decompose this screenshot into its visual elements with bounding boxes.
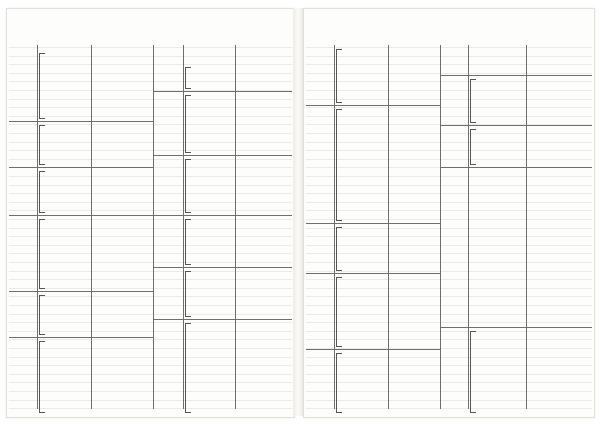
ruled-line xyxy=(9,73,292,74)
ruled-line xyxy=(9,193,292,194)
ruled-line xyxy=(9,253,292,254)
ruled-line xyxy=(9,296,292,297)
ruled-line xyxy=(9,305,292,306)
ruled-line xyxy=(9,348,292,349)
ruled-line xyxy=(9,159,292,160)
ruled-line xyxy=(306,331,592,332)
column-divider xyxy=(153,45,154,409)
ruled-line xyxy=(306,159,592,160)
notebook-right-page xyxy=(303,8,595,418)
group-divider xyxy=(153,267,292,268)
ruled-line xyxy=(306,99,592,100)
ruled-line xyxy=(306,228,592,229)
group-bracket xyxy=(39,171,45,213)
ruled-line xyxy=(9,202,292,203)
ruled-line xyxy=(306,56,592,57)
ruled-line xyxy=(306,408,592,409)
group-bracket xyxy=(336,227,342,271)
ruled-line xyxy=(306,357,592,358)
ruled-line xyxy=(9,382,292,383)
group-bracket xyxy=(39,53,45,119)
notebook-left-page xyxy=(6,8,295,418)
ruled-line xyxy=(306,47,592,48)
column-divider xyxy=(235,45,236,409)
ruled-line xyxy=(9,400,292,401)
ruled-line xyxy=(9,391,292,392)
ruled-line xyxy=(306,107,592,108)
ruled-line xyxy=(306,245,592,246)
ruled-line xyxy=(9,288,292,289)
ruled-line xyxy=(9,56,292,57)
ruled-line xyxy=(306,142,592,143)
group-divider xyxy=(153,319,292,320)
ruled-line xyxy=(306,339,592,340)
ruled-line xyxy=(306,262,592,263)
ruled-line xyxy=(9,47,292,48)
group-bracket xyxy=(39,219,45,289)
group-bracket xyxy=(336,109,342,221)
group-bracket xyxy=(185,323,191,413)
ruled-line xyxy=(9,262,292,263)
ruled-line xyxy=(9,99,292,100)
ruled-line xyxy=(306,90,592,91)
group-bracket xyxy=(336,353,342,413)
group-divider xyxy=(440,125,592,126)
group-bracket xyxy=(39,125,45,165)
ruled-line xyxy=(306,271,592,272)
group-divider xyxy=(153,215,292,216)
ruled-line xyxy=(9,150,292,151)
ruled-line xyxy=(9,107,292,108)
group-bracket xyxy=(470,331,476,413)
ruled-line xyxy=(9,81,292,82)
group-divider xyxy=(306,223,440,224)
ruled-line xyxy=(306,210,592,211)
ruled-line xyxy=(306,176,592,177)
ruled-line xyxy=(9,142,292,143)
ruled-line xyxy=(306,279,592,280)
ruled-line xyxy=(306,374,592,375)
ruled-line xyxy=(9,365,292,366)
ruled-line xyxy=(306,202,592,203)
ruled-line xyxy=(306,288,592,289)
ruled-line xyxy=(306,73,592,74)
group-divider xyxy=(9,337,153,338)
ruled-line xyxy=(9,279,292,280)
ruled-line xyxy=(9,357,292,358)
ruled-line xyxy=(306,193,592,194)
ruled-line xyxy=(9,116,292,117)
ruled-line xyxy=(306,219,592,220)
column-divider xyxy=(91,45,92,409)
ruled-line xyxy=(9,408,292,409)
ruled-line xyxy=(306,236,592,237)
ruled-line xyxy=(9,339,292,340)
ruled-line xyxy=(306,391,592,392)
ruled-line xyxy=(9,124,292,125)
group-bracket xyxy=(336,49,342,103)
group-bracket xyxy=(185,219,191,265)
ruled-line xyxy=(306,253,592,254)
column-divider xyxy=(37,45,38,409)
group-bracket xyxy=(470,129,476,165)
ruled-line xyxy=(306,305,592,306)
ruled-line xyxy=(9,314,292,315)
group-bracket xyxy=(39,341,45,413)
group-divider xyxy=(440,167,592,168)
group-bracket xyxy=(185,271,191,317)
ruled-line xyxy=(9,228,292,229)
ruled-line xyxy=(9,271,292,272)
column-divider xyxy=(388,45,389,409)
ruled-line xyxy=(9,374,292,375)
group-divider xyxy=(440,327,592,328)
ruled-line xyxy=(9,236,292,237)
ruled-line xyxy=(9,245,292,246)
ruled-line xyxy=(306,64,592,65)
group-divider xyxy=(9,121,153,122)
ruled-line xyxy=(9,210,292,211)
column-divider xyxy=(468,45,469,409)
ruled-line xyxy=(9,322,292,323)
group-bracket xyxy=(39,295,45,335)
notebook-gutter xyxy=(293,8,303,416)
ruled-line xyxy=(306,133,592,134)
group-divider xyxy=(306,349,440,350)
ruled-line xyxy=(306,365,592,366)
ruled-line xyxy=(9,133,292,134)
column-divider xyxy=(183,45,184,409)
column-divider xyxy=(440,45,441,409)
group-bracket xyxy=(185,95,191,153)
ruled-line xyxy=(306,322,592,323)
ruled-line xyxy=(306,296,592,297)
group-divider xyxy=(9,167,153,168)
group-bracket xyxy=(185,159,191,213)
group-divider xyxy=(9,291,153,292)
ruled-line xyxy=(306,81,592,82)
ruled-line xyxy=(9,64,292,65)
group-bracket xyxy=(336,277,342,347)
ruled-line xyxy=(306,150,592,151)
column-divider xyxy=(334,45,335,409)
group-divider xyxy=(306,273,440,274)
group-divider xyxy=(440,75,592,76)
group-divider xyxy=(9,215,153,216)
ruled-line xyxy=(306,400,592,401)
ruled-line xyxy=(306,185,592,186)
ruled-line xyxy=(306,116,592,117)
ruled-line xyxy=(9,219,292,220)
ruled-line xyxy=(9,185,292,186)
ruled-line xyxy=(9,331,292,332)
group-divider xyxy=(153,155,292,156)
ruled-line xyxy=(306,314,592,315)
group-bracket xyxy=(470,79,476,123)
ruled-line xyxy=(306,382,592,383)
group-bracket xyxy=(185,67,191,89)
ruled-line xyxy=(9,176,292,177)
group-divider xyxy=(306,105,440,106)
column-divider xyxy=(526,45,527,409)
group-divider xyxy=(153,91,292,92)
